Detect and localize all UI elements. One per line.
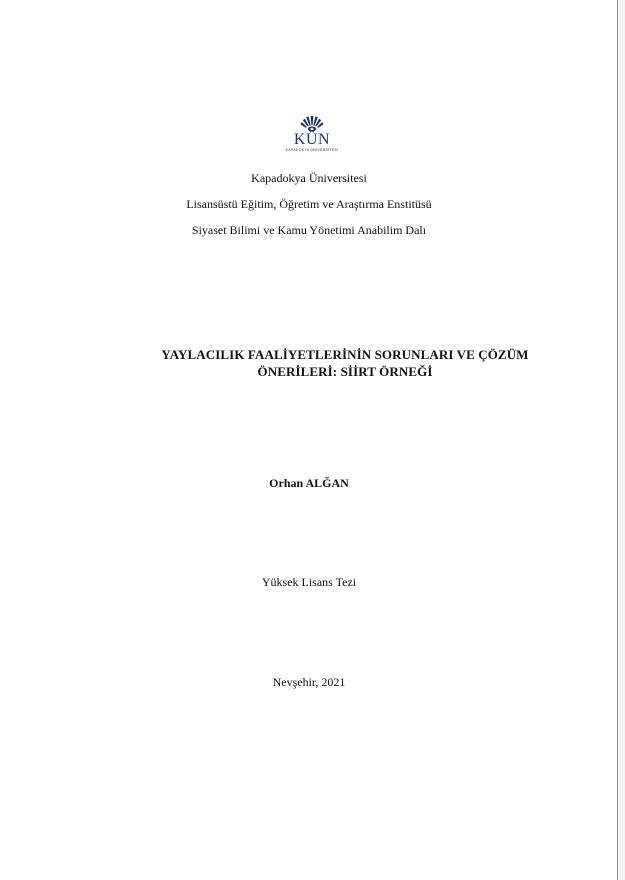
thesis-title-line-2: ÖNERİLERİ: SİİRT ÖRNEĞİ <box>257 364 433 379</box>
logo-wordmark: KÜN <box>293 131 331 148</box>
degree-type: Yüksek Lisans Tezi <box>261 575 357 589</box>
author-name: Orhan ALĞAN <box>269 476 349 490</box>
university-logo <box>282 113 342 161</box>
sunburst-emblem-icon <box>299 113 325 133</box>
thesis-title-line-1: YAYLACILIK FAALİYETLERİNİN SORUNLARI VE ÇÖZÜM <box>161 347 529 362</box>
department-name: Siyaset Bilimi ve Kamu Yönetimi Anabilim Dalı <box>191 223 427 237</box>
logo-subtitle: KAPADOKYA ÜNİVERSİTESİ <box>285 148 339 152</box>
institute-name: Lisansüstü Eğitim, Öğretim ve Araştırma Enstitüsü <box>186 197 432 211</box>
university-name: Kapadokya Üniversitesi <box>251 171 367 185</box>
viewer-background <box>618 0 625 880</box>
place-and-year: Nevşehir, 2021 <box>272 675 346 689</box>
